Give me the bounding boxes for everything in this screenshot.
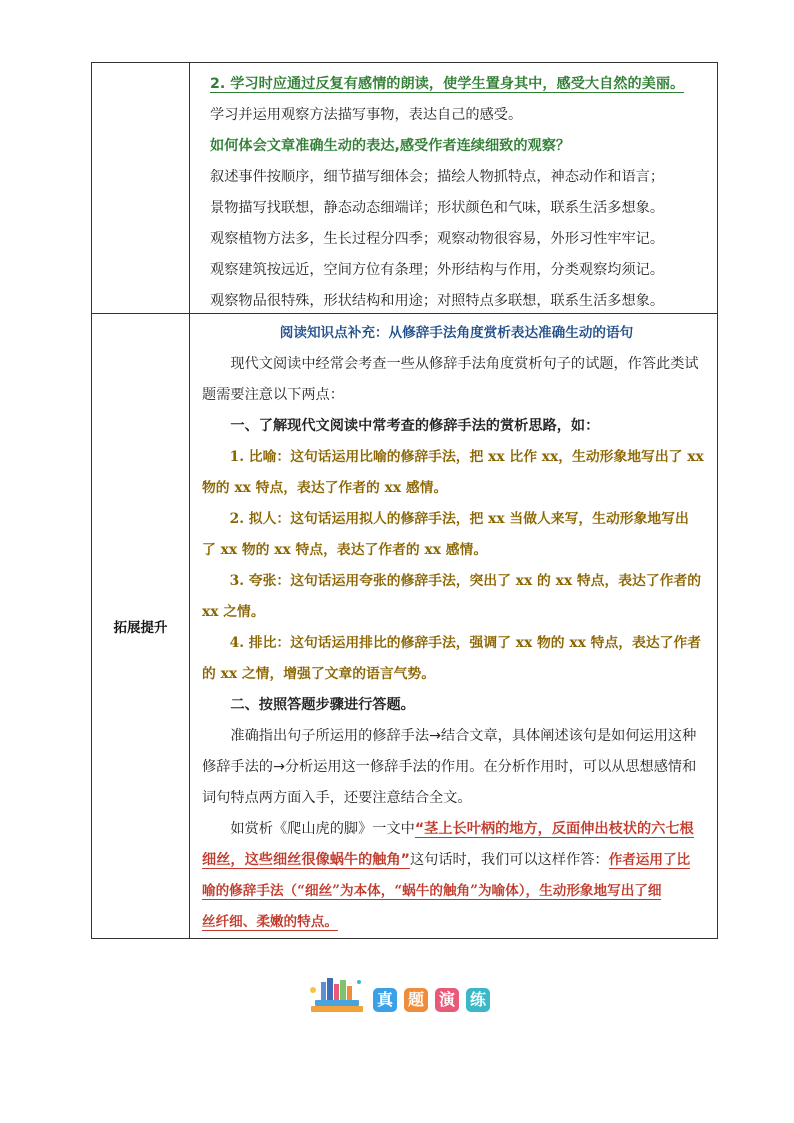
content-cell (190, 63, 718, 314)
intro-line: 现代文阅读中经常会考查一些从修辞手法角度赏析句子的试题，作答此类试 (230, 356, 699, 372)
rhyme-line: 景物描写找联想，静态动态细端详；形状颜色和气味，联系生活多想象。 (210, 200, 665, 216)
label-cell-empty (92, 63, 190, 314)
example-middle: 这句话时，我们可以这样作答： (409, 852, 609, 868)
example-answer: 作者运用了比 (608, 852, 691, 868)
footer-char: 题 (404, 988, 428, 1012)
study-question: 如何体会文章准确生动的表达,感受作者连续细致的观察？ (210, 138, 571, 154)
books-icon (307, 976, 367, 1020)
example-answer: 丝纤细、柔嫩的特点。 (202, 914, 338, 930)
example-line (202, 876, 711, 907)
study-goal: 学习并运用观察方法描写事物，表达自己的感受。 (210, 107, 523, 123)
example-line (202, 845, 711, 876)
section-title: 阅读知识点补充：从修辞手法角度赏析表达准确生动的语句 (279, 325, 634, 341)
example-line (202, 907, 711, 938)
example-quote: 细丝，这些细丝很像蜗牛的触角” (202, 852, 410, 868)
rhyme-line: 观察物品很特殊，形状结构和用途；对照特点多联想，联系生活多想象。 (210, 293, 665, 309)
step-line: 准确指出句子所运用的修辞手法→结合文章，具体阐述该句是如何运用这种 (230, 728, 697, 744)
section-label: 拓展提升 (92, 314, 190, 939)
table-row (92, 63, 718, 314)
example-answer: 喻的修辞手法（“细丝”为本体，“蜗牛的触角”为喻体），生动形象地写出了细 (202, 883, 662, 899)
step-line: 修辞手法的→分析运用这一修辞手法的作用。在分析作用时，可以从思想感情和 (202, 759, 697, 775)
footer-char: 真 (373, 988, 397, 1012)
example-quote: “茎上长叶柄的地方，反面伸出枝状的六七根 (414, 821, 694, 837)
rhyme-line: 观察植物方法多，生长过程分四季；观察动物很容易，外形习性牢牢记。 (210, 231, 665, 247)
content-cell (190, 314, 718, 939)
rhetoric-item-cont: xx 之情。 (202, 604, 265, 620)
section-heading: 二、按照答题步骤进行答题。 (230, 697, 415, 713)
footer-banner (307, 974, 497, 1022)
study-tip: 2. 学习时应通过反复有感情的朗读，使学生置身其中，感受大自然的美丽。 (210, 76, 685, 92)
rhetoric-item-cont: 的 xx 之情，增强了文章的语言气势。 (202, 666, 436, 682)
example-line (202, 814, 711, 845)
example-prefix: 如赏析《爬山虎的脚》一文中 (230, 821, 415, 837)
rhetoric-item-cont: 了 xx 物的 xx 特点，表达了作者的 xx 感情。 (202, 542, 488, 558)
footer-char: 练 (466, 988, 490, 1012)
intro-line: 题需要注意以下两点： (202, 387, 344, 403)
rhetoric-item: 4. 排比：这句话运用排比的修辞手法，强调了 xx 物的 xx 特点，表达了作者 (229, 635, 702, 651)
rhyme-line: 观察建筑按远近，空间方位有条理；外形结构与作用，分类观察均须记。 (210, 262, 665, 278)
rhetoric-item: 1. 比喻：这句话运用比喻的修辞手法，把 xx 比作 xx，生动形象地写出了 xx (229, 449, 704, 465)
rhetoric-item-cont: 物的 xx 特点，表达了作者的 xx 感情。 (202, 480, 448, 496)
rhetoric-item: 2. 拟人：这句话运用拟人的修辞手法，把 xx 当做人来写，生动形象地写出 (229, 511, 689, 527)
content-table (91, 62, 718, 939)
footer-char: 演 (435, 988, 459, 1012)
section-heading: 一、了解现代文阅读中常考查的修辞手法的赏析思路，如： (230, 418, 600, 434)
step-line: 词句特点两方面入手，还要注意结合全文。 (202, 790, 472, 806)
table-row (92, 314, 718, 939)
rhetoric-item: 3. 夸张：这句话运用夸张的修辞手法，突出了 xx 的 xx 特点，表达了作者的 (229, 573, 702, 589)
rhyme-line: 叙述事件按顺序，细节描写细体会；描绘人物抓特点，神态动作和语言； (210, 169, 665, 185)
